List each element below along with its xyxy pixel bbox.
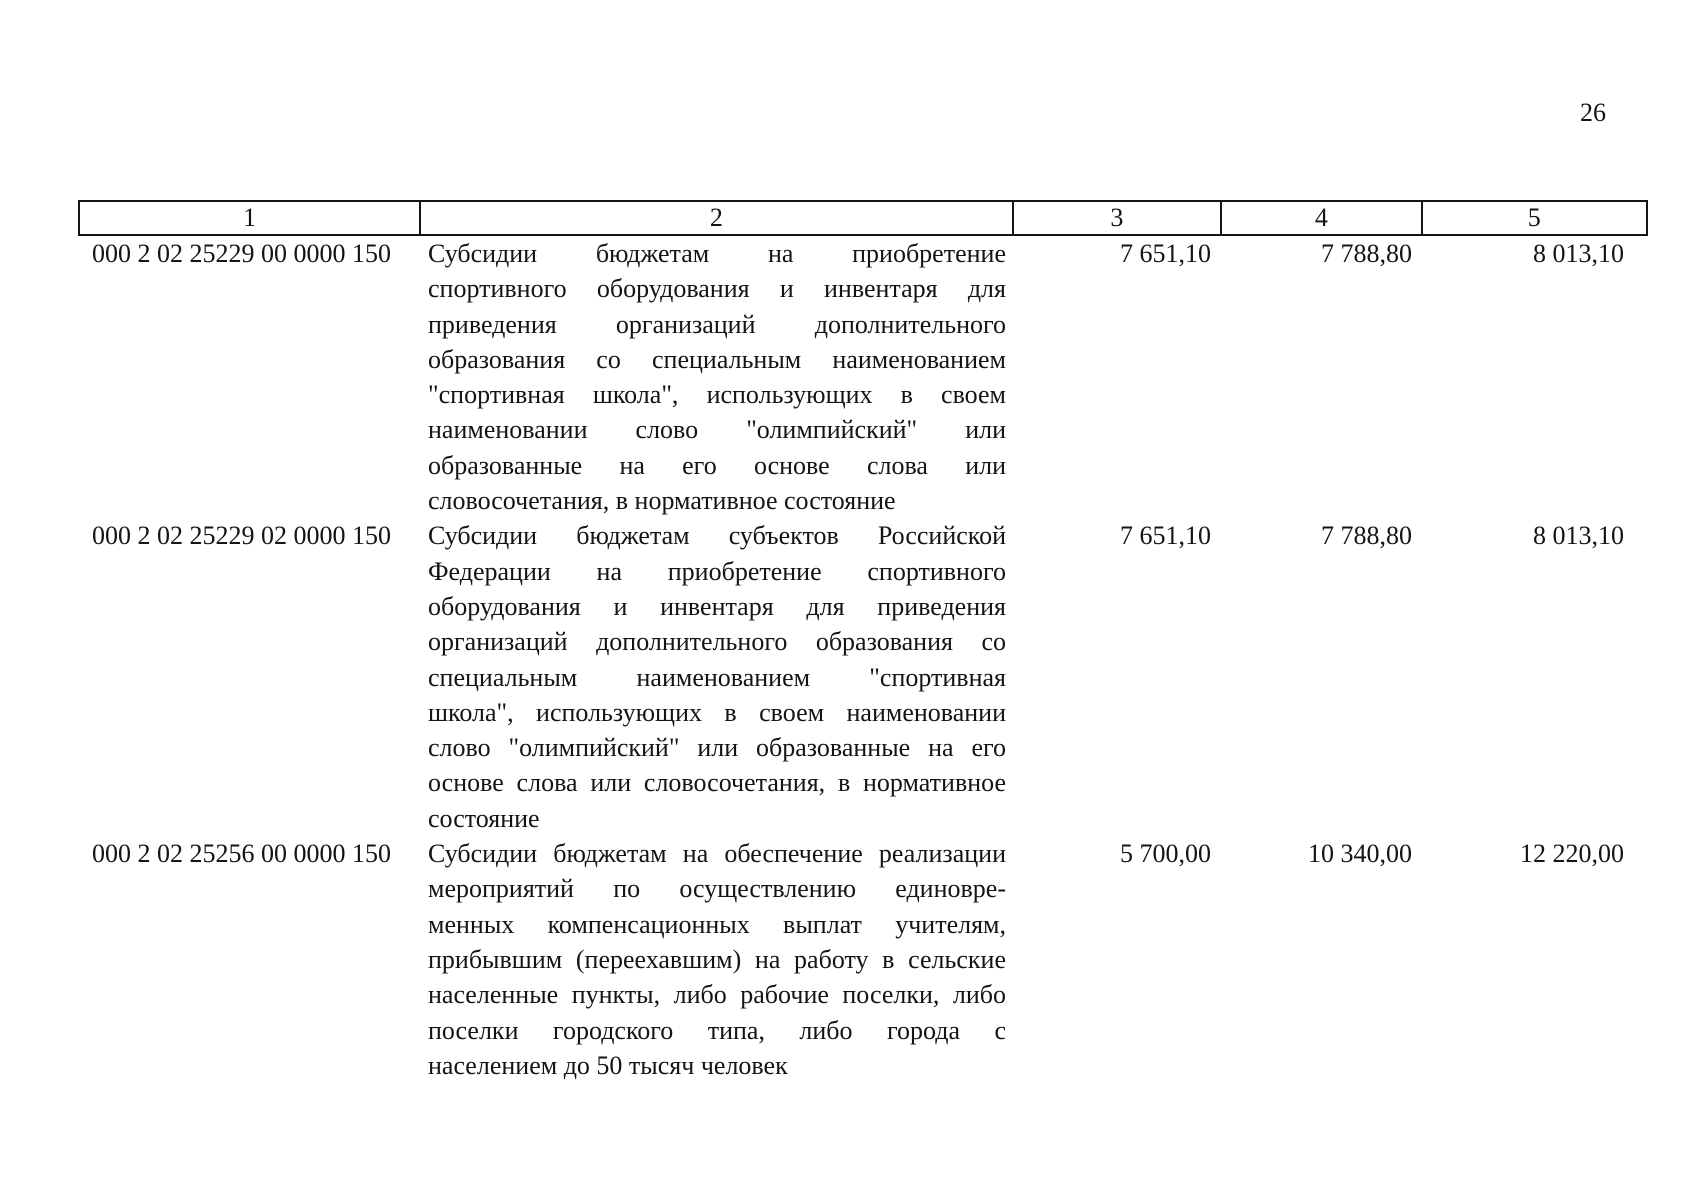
budget-code: 000 2 02 25256 00 0000 150: [92, 839, 391, 869]
description-line: наименовании слово "олимпийский" или: [428, 415, 1006, 445]
value-col-4: 7 788,80: [1321, 239, 1412, 268]
value-col-5: 8 013,10: [1533, 239, 1624, 268]
header-cell-4: 4: [1222, 202, 1422, 234]
description-line: специальным наименованием "спортивная: [428, 662, 1006, 692]
description-line: спортивного оборудования и инвентаря для: [428, 274, 1006, 304]
description-line: населением до 50 тысяч человек: [428, 1050, 788, 1080]
value-col-4: 7 788,80: [1321, 521, 1412, 551]
description-line: Субсидии бюджетам субъектов Российской: [428, 521, 1006, 551]
description-line: поселки городского типа, либо города с: [428, 1015, 1006, 1045]
description-line: приведения организаций дополнительного: [428, 309, 1006, 339]
description-line: менных компенсационных выплат учителям,: [428, 909, 1006, 939]
description-line: школа", использующих в своем наименовании: [428, 697, 1006, 727]
description-line: мероприятий по осуществлению единовре-: [428, 874, 1006, 904]
table-row: [78, 836, 1648, 1083]
description-line: "спортивная школа", использующих в своем: [428, 380, 1006, 410]
value-col-5: 12 220,00: [1520, 839, 1624, 869]
header-cell-3: 3: [1014, 202, 1222, 234]
row-description: [420, 236, 1014, 518]
row-description: [420, 518, 1014, 836]
description-line: основе слова или словосочетания, в нормативное: [428, 768, 1006, 798]
description-line: оборудования и инвентаря для приведения: [428, 591, 1006, 621]
header-cell-5: 5: [1527, 203, 1541, 232]
description-line: Субсидии бюджетам на обеспечение реализации: [428, 839, 1006, 869]
description-line: словосочетания, в нормативное состояние: [428, 486, 896, 516]
value-col-4: 10 340,00: [1308, 839, 1412, 869]
value-col-3: 5 700,00: [1120, 839, 1211, 869]
description-line: населенные пункты, либо рабочие поселки, либо: [428, 980, 1006, 1010]
table-row: [78, 518, 1648, 836]
budget-table: [78, 200, 1648, 1083]
value-col-3: 7 651,10: [1120, 239, 1211, 268]
description-line: Субсидии бюджетам на приобретение: [428, 239, 1006, 268]
description-line: прибывшим (переехавшим) на работу в сельские: [428, 944, 1006, 974]
description-line: образования со специальным наименованием: [428, 344, 1006, 374]
header-cell-1: 1: [80, 202, 421, 234]
page-number: 26: [1580, 98, 1606, 127]
table-row: [78, 236, 1648, 518]
description-line: состояние: [428, 803, 540, 833]
description-line: слово "олимпийский" или образованные на его: [428, 733, 1006, 763]
value-col-3: 7 651,10: [1120, 521, 1211, 551]
description-line: организаций дополнительного образования со: [428, 627, 1006, 657]
budget-code: 000 2 02 25229 02 0000 150: [92, 521, 391, 551]
description-line: Федерации на приобретение спортивного: [428, 556, 1006, 586]
description-line: образованные на его основе слова или: [428, 450, 1006, 480]
value-col-5: 8 013,10: [1533, 521, 1624, 551]
row-description: [420, 836, 1014, 1083]
budget-code: 000 2 02 25229 00 0000 150: [92, 239, 391, 268]
header-cell-2: 2: [421, 202, 1013, 234]
table-header-row: [78, 200, 1648, 236]
